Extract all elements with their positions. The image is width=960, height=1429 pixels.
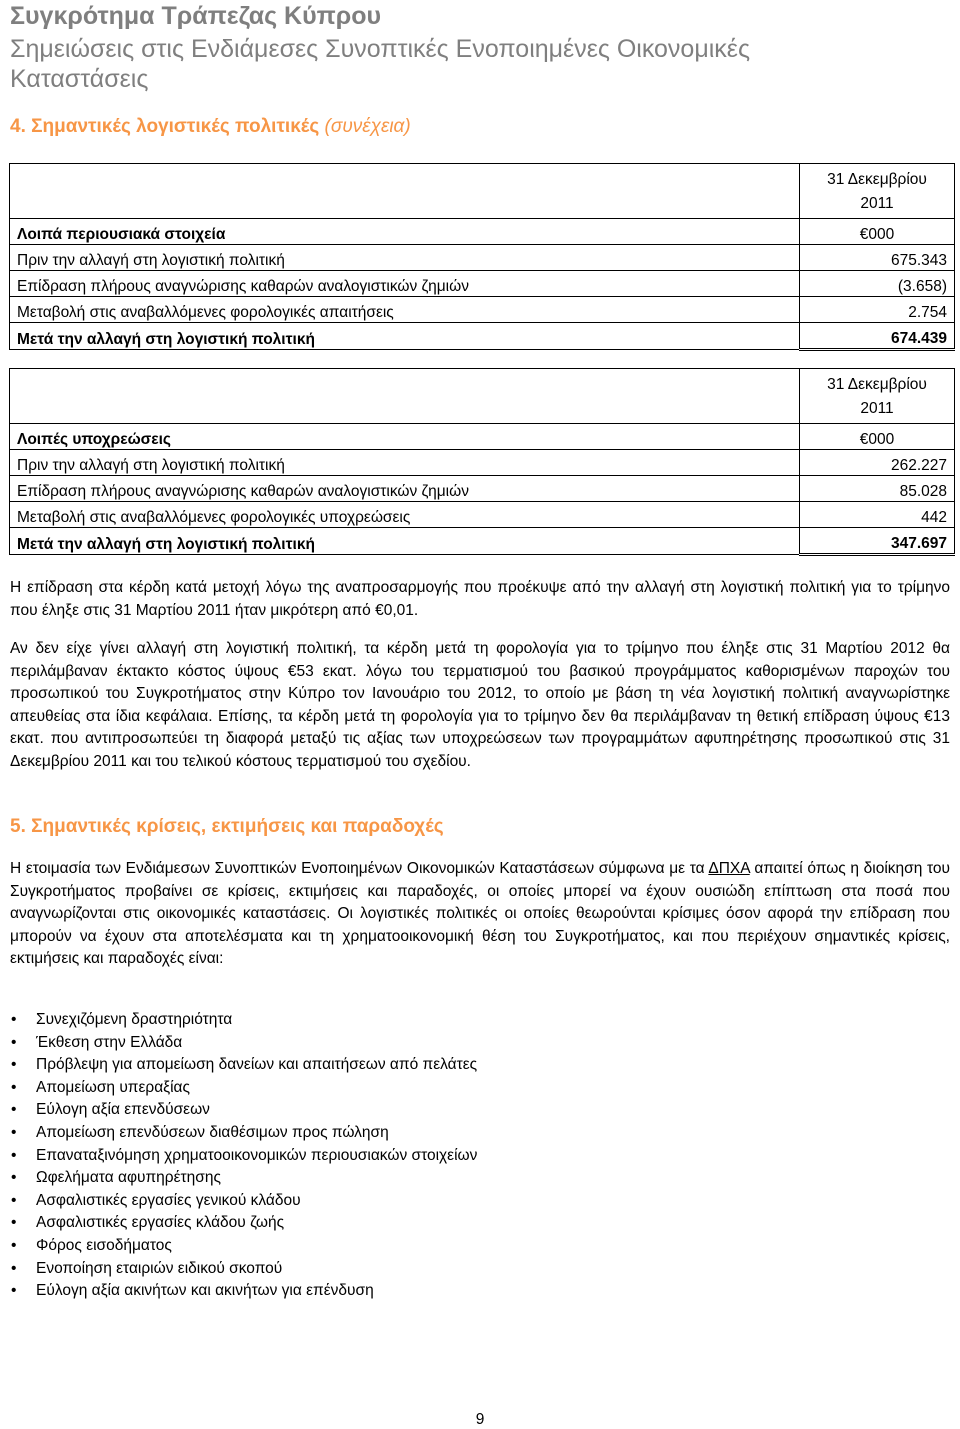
section-5-heading [10,816,444,838]
list-item [10,1077,477,1100]
document-title: Συγκρότημα Τράπεζας Κύπρου [10,2,382,30]
critical-judgements-list [10,1009,477,1303]
list-item [10,1258,477,1281]
table-section-label: Λοιπά περιουσιακά στοιχεία [10,219,800,245]
list-item-text: Φόρος εισοδήματος [36,1236,172,1254]
column-header-year: 2011 [860,400,894,417]
bullet-icon: • [11,1123,17,1141]
row-value: 442 [800,502,955,528]
eps-impact-paragraph: Η επίδραση στα κέρδη κατά μετοχή λόγω της αναπροσαρμογής που προέκυψε από την αλλαγή στη λογιστική πολιτική για το τρίμηνο που έληξε στις 31 Μαρτίου 2011 ήταν μικρότερη από €0,01. [10,579,950,619]
row-value: 2.754 [800,297,955,323]
column-header-year: 2011 [860,195,894,212]
other-assets-table [9,163,955,351]
total-value: 674.439 [800,323,955,350]
list-item-text: Συνεχιζόμενη δραστηριότητα [36,1011,233,1028]
list-item-text: Εύλογη αξία επενδύσεων [36,1101,210,1119]
bullet-icon: • [11,1056,17,1074]
bullet-icon: • [11,1078,17,1096]
list-item [10,1235,477,1258]
unit-label: €000 [800,219,955,245]
list-item [10,1280,477,1303]
list-item [10,1122,477,1145]
unit-label: €000 [800,424,955,450]
total-value: 347.697 [800,528,955,555]
list-item [10,1190,477,1213]
section-4-heading [10,116,411,138]
list-item-text: Ενοποίηση εταιριών ειδικού σκοπού [36,1259,283,1277]
document-subtitle: Σημειώσεις στις Ενδιάμεσες Συνοπτικές Ενοποιημένες Οικονομικές Καταστάσεις [10,35,750,93]
list-item [10,1099,477,1122]
table-row [10,245,955,271]
table-total-row [10,323,955,350]
column-header-date: 31 Δεκεμβρίου [827,171,927,188]
section-4-title: Σημαντικές λογιστικές πολιτικές [31,116,320,137]
bullet-icon: • [11,1259,17,1277]
bullet-icon: • [11,1011,17,1028]
list-item-text: Ασφαλιστικές εργασίες γενικού κλάδου [36,1191,301,1209]
list-item [10,1212,477,1235]
column-header [800,369,955,424]
row-label: Πριν την αλλαγή στη λογιστική πολιτική [10,245,800,271]
page-number: 9 [475,1411,485,1428]
row-value: 262.227 [800,450,955,476]
table-header-blank [10,369,800,424]
bullet-icon: • [11,1214,17,1232]
policy-change-paragraph: Αν δεν είχε γίνει αλλαγή στη λογιστική πολιτική, τα κέρδη μετά τη φορολογία για το τρίμηνο που έληξε στις 31 Μαρτίου 2012 θα περιλάμβαναν έκτακτο κόστος ύψους €53 εκατ. λόγω του τερματισμού του βασικού προγράμματος καθορισμένων παροχών του προσωπικού του Συγκροτήματος στην Κύπρο τον Ιανουάριο του 2012, το οποίο με βάση τη νέα λογιστική πολιτική αναγνωρίστηκε απευθείας στα ίδια κεφάλαια. Επίσης, τα κέρδη μετά τη φορολογία για το τρίμηνο δεν θα περιλάμβαναν τη θετική επίδραση ύψους €13 εκατ. που αντιπροσωπεύει τη διαφορά μεταξύ τις αξίας των υποχρεώσεων των προγραμμάτων αφυπηρέτησης προσωπικού στις 31 Δεκεμβρίου 2011 και του τελικού κόστους τερματισμού του σχεδίου. [10,640,950,770]
bullet-icon: • [11,1191,17,1209]
estimates-text-end: απαιτεί όπως η διοίκηση του Συγκροτήματος προβαίνει σε κρίσεις, εκτιμήσεις και παραδοχές, οι οποίες μπορεί να έχουν ουσιώδη επίπτωση στα ποσά που αναγνωρίζονται στις οικονομικές καταστάσεις. Οι λογιστικές πολιτικές οι οποίες θεωρούνται κρίσιμες όσον αφορά την επίδραση που μπορούν να έχουν στα αποτελέσματα και τη χρηματοοικονομική θέση του Συγκροτήματος, και που περιέχουν σημαντικές κρίσεις, εκτιμήσεις και παραδοχές είναι: [10,860,950,967]
table-row [10,476,955,502]
list-item [10,1009,477,1032]
list-item-text: Απομείωση επενδύσεων διαθέσιμων προς πώληση [36,1123,389,1141]
table-row [10,271,955,297]
row-value: 85.028 [800,476,955,502]
section-4-number: 4. [10,116,26,137]
ifrs-link[interactable]: ΔΠΧΑ [708,860,750,877]
table-total-row [10,528,955,555]
list-item [10,1032,477,1055]
row-label: Πριν την αλλαγή στη λογιστική πολιτική [10,450,800,476]
section-5-title: Σημαντικές κρίσεις, εκτιμήσεις και παραδοχές [31,816,444,837]
column-header-date: 31 Δεκεμβρίου [827,376,927,393]
other-liabilities-table [9,368,955,556]
bullet-icon: • [11,1169,17,1187]
list-item [10,1167,477,1190]
table-row [10,297,955,323]
list-item [10,1145,477,1168]
table-row [10,502,955,528]
row-label: Μεταβολή στις αναβαλλόμενες φορολογικές απαιτήσεις [10,297,800,323]
list-item-text: Απομείωση υπεραξίας [36,1078,190,1096]
bullet-icon: • [11,1033,17,1051]
list-item-text: Πρόβλεψη για απομείωση δανείων και απαιτήσεων από πελάτες [36,1056,478,1074]
estimates-paragraph [10,858,950,971]
row-value: (3.658) [800,271,955,297]
section-4-suffix: (συνέχεια) [324,116,411,137]
bullet-icon: • [11,1236,17,1254]
row-label: Επίδραση πλήρους αναγνώρισης καθαρών αναλογιστικών ζημιών [10,271,800,297]
row-value: 675.343 [800,245,955,271]
total-label: Μετά την αλλαγή στη λογιστική πολιτική [10,528,800,555]
table-header-blank [10,164,800,219]
list-item-text: Ωφελήματα αφυπηρέτησης [36,1169,221,1187]
list-item-text: Έκθεση στην Ελλάδα [36,1033,183,1051]
list-item-text: Επαναταξινόμηση χρηματοοικονομικών περιουσιακών στοιχείων [36,1146,478,1164]
column-header [800,164,955,219]
list-item-text: Εύλογη αξία ακινήτων και ακινήτων για επένδυση [36,1282,374,1300]
list-item [10,1054,477,1077]
bullet-icon: • [11,1282,17,1300]
row-label: Επίδραση πλήρους αναγνώρισης καθαρών αναλογιστικών ζημιών [10,476,800,502]
estimates-text-start: Η ετοιμασία των Ενδιάμεσων Συνοπτικών Ενοποιημένων Οικονομικών Καταστάσεων σύμφωνα με τα [10,860,709,877]
table-section-label: Λοιπές υποχρεώσεις [10,424,800,450]
table-row [10,450,955,476]
bullet-icon: • [11,1101,17,1119]
bullet-icon: • [11,1146,17,1164]
section-5-number: 5. [10,816,26,837]
list-item-text: Ασφαλιστικές εργασίες κλάδου ζωής [36,1214,285,1232]
row-label: Μεταβολή στις αναβαλλόμενες φορολογικές υποχρεώσεις [10,502,800,528]
total-label: Μετά την αλλαγή στη λογιστική πολιτική [10,323,800,350]
